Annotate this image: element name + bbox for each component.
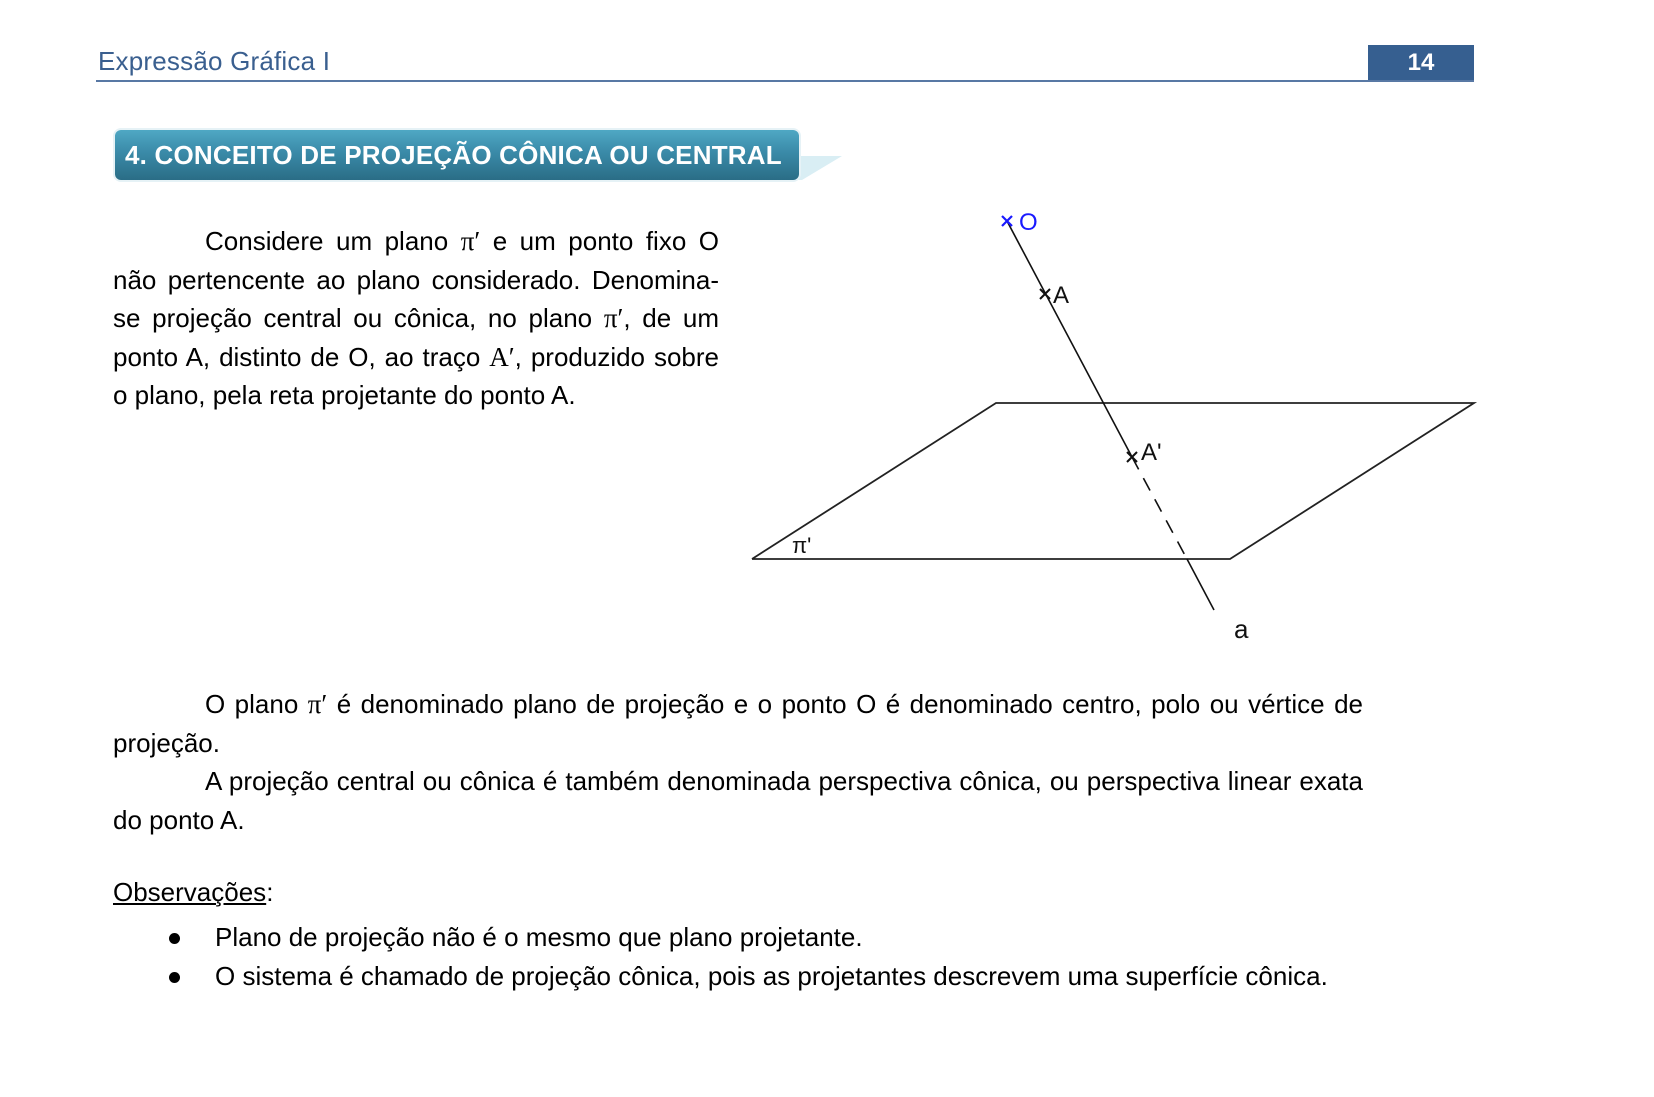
projecting-line-upper bbox=[1007, 221, 1132, 457]
conic-projection-diagram bbox=[740, 200, 1500, 660]
paragraph-conic-perspective bbox=[113, 762, 1363, 839]
observations-colon: : bbox=[266, 877, 274, 907]
projection-point-marker bbox=[1127, 452, 1137, 462]
list-item bbox=[113, 918, 1363, 957]
intro-text-3: , de um ponto A, distinto de O, ao traço bbox=[113, 303, 719, 372]
document-header-title: Expressão Gráfica I bbox=[98, 46, 331, 76]
projection-point-label: A' bbox=[1141, 439, 1162, 466]
list-item-text: O sistema é chamado de projeção cônica, pois as projetantes descrevem uma superfície cônica. bbox=[215, 960, 1328, 991]
point-a-marker bbox=[1040, 289, 1050, 299]
body-paragraphs bbox=[113, 685, 1363, 839]
section-heading bbox=[112, 128, 852, 184]
point-a-label: A bbox=[1053, 282, 1070, 309]
intro-paragraph bbox=[113, 222, 719, 415]
list-item bbox=[113, 957, 1363, 996]
plane-outline bbox=[752, 403, 1474, 559]
pi-prime-symbol: π′ bbox=[460, 226, 481, 256]
section-title: 4. CONCEITO DE PROJEÇÃO CÔNICA OU CENTRAL bbox=[125, 140, 782, 170]
line-label: a bbox=[1234, 614, 1249, 644]
body-text-1: O plano bbox=[205, 689, 308, 719]
header-divider bbox=[96, 80, 1474, 82]
bullet-icon bbox=[169, 933, 180, 944]
bullet-icon bbox=[169, 972, 180, 983]
paragraph-projection-plane bbox=[113, 685, 1363, 762]
center-point-label: O bbox=[1019, 209, 1038, 236]
a-prime-symbol: A′ bbox=[489, 341, 515, 372]
pi-prime-symbol: π′ bbox=[307, 689, 328, 719]
pi-prime-symbol: π′ bbox=[603, 303, 624, 334]
projecting-line-lower bbox=[1187, 559, 1214, 610]
body-text-2: é denominado plano de projeção e o ponto O é denominado centro, polo ou vértice de projeção. bbox=[113, 689, 1364, 758]
intro-text-4: , produzido sobre o plano, pela reta projetante do ponto A. bbox=[113, 341, 719, 411]
observations-label: Observações bbox=[113, 877, 267, 907]
observations-heading bbox=[113, 877, 273, 908]
projecting-line-hidden bbox=[1132, 457, 1187, 559]
plane-label: π' bbox=[792, 533, 812, 558]
page-number-badge: 14 bbox=[1368, 45, 1474, 81]
list-item-text: Plano de projeção não é o mesmo que plano projetante. bbox=[215, 922, 863, 952]
observations-list bbox=[113, 918, 1363, 995]
section-heading-box bbox=[115, 130, 799, 180]
center-point-marker bbox=[1002, 216, 1012, 226]
intro-text-1: Considere um plano bbox=[205, 226, 461, 256]
body-text-3: A projeção central ou cônica é também denominada perspectiva cônica, ou perspectiva linear exata do ponto A. bbox=[113, 766, 1363, 835]
intro-text-2: e um ponto fixo O não pertencente ao plano considerado. Denomina-se projeção central ou cônica, no plano bbox=[113, 226, 719, 334]
